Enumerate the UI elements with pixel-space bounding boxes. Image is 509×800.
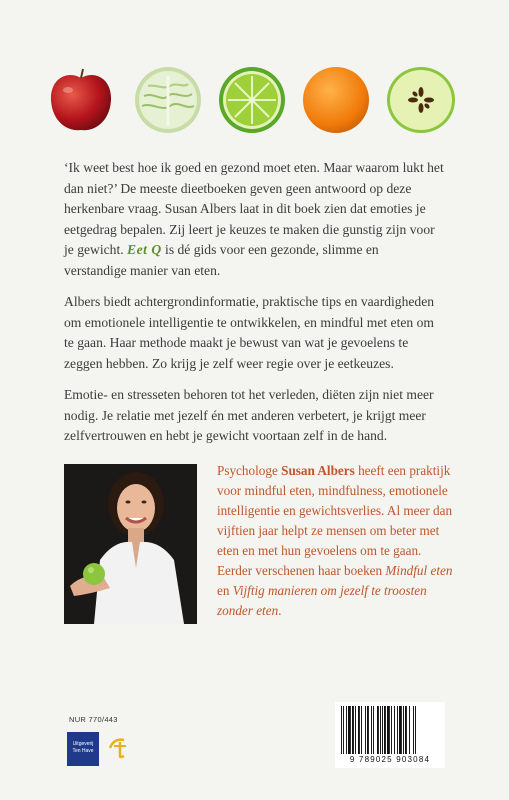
lime-slice-icon [218, 66, 286, 134]
nur-code: NUR 770/443 [69, 715, 118, 724]
brand-mark: Eet Q [127, 242, 162, 257]
bio-lead: Psychologe [217, 463, 282, 478]
book-title-1: Mindful eten [385, 563, 453, 578]
method-paragraph: Albers biedt achtergrondinformatie, praktische tips en vaardigheden om emotionele intelligentie te ontwikkelen, en mindful met eten om te gaan. Haar methode maakt je bewust van wat je gevoelens te zeggen hebben. Zo krijg je zelf weer regie over je eetkeuzes. [64, 294, 435, 371]
author-bio [217, 461, 457, 621]
intro-text: ‘Ik weet best hoe ik goed en gezond moet eten. Maar waarom lukt het dan niet?’ De meeste dieetboeken geven geen antwoord op deze herkenbare vraag. Susan Albers laat in dit boek zien dat emoties je eetgedrag bepalen. Zij leert je keuzes te maken die gunstig zijn voor je gewicht. [64, 160, 444, 257]
isbn-barcode [335, 702, 445, 768]
benefits-paragraph: Emotie- en stresseten behoren tot het verleden, diëten zijn niet meer nodig. Je relatie met jezelf én met anderen verbetert, je krijgt meer zelfvertrouwen en hebt je gewicht voortaan zelf in de hand. [64, 387, 434, 443]
red-apple-icon [48, 66, 114, 134]
publisher-label: Uitgeverij [72, 741, 94, 747]
bio-end: . [278, 603, 282, 618]
fruit-row [48, 66, 460, 136]
orange-icon [302, 66, 370, 134]
cabbage-icon [134, 66, 202, 134]
barcode-icon [341, 706, 439, 754]
bio-text: heeft een praktijk voor mindful eten, mindfulness, emotionele intelligentie en gewichtsverlies. Al meer dan vijftien jaar helpt ze mensen om beter met eten en met hun gevoelens om te gaan. Eerder verschenen haar boeken [217, 463, 453, 578]
intro-paragraph [64, 158, 444, 281]
publisher-name: Ten Have [72, 748, 94, 754]
apple-slice-icon [386, 66, 456, 134]
bio-conjunction: en [217, 583, 233, 598]
author-name: Susan Albers [281, 463, 355, 478]
author-photo [64, 464, 197, 624]
intro-text-end: is dé gids voor een gezonde, slimme en verstandige manier van eten. [64, 242, 379, 278]
book-title-2: Vijftig manieren om jezelf te troosten zonder eten [217, 583, 427, 618]
publisher-logo [67, 732, 99, 766]
publisher-mark-icon [106, 734, 132, 760]
isbn-number: 9 789025 903084 [349, 755, 431, 764]
